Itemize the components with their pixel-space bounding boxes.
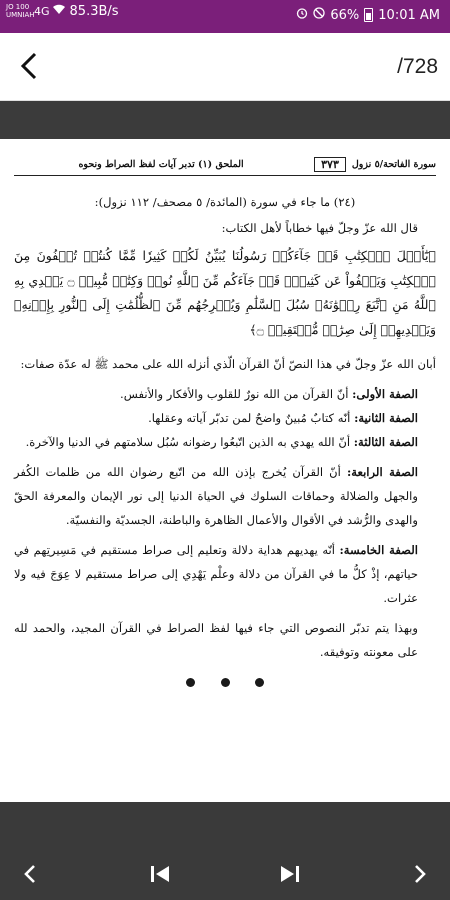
battery-percent: 66% (330, 7, 360, 23)
running-header-title: الملحق (١) تدبر آيات لفظ الصراط ونحوه (78, 159, 244, 170)
page-counter: /728 (397, 55, 438, 78)
status-bar (0, 0, 450, 33)
ornament-dot (255, 678, 264, 687)
skip-previous-icon (149, 864, 171, 884)
sifa-label: الصفة الأولى: (352, 387, 418, 401)
battery-icon (364, 8, 373, 22)
sifa-label: الصفة الرابعة: (346, 465, 418, 479)
next-page-button[interactable] (402, 856, 438, 892)
ornament-dots (14, 672, 436, 691)
status-right (291, 7, 440, 23)
chevron-right-icon (413, 864, 427, 884)
sifa-label: الصفة الثالثة: (353, 435, 418, 449)
toolbar-band (0, 101, 450, 139)
sifa-text: أنّه يهديهم هداية دلالة وتعليم إلى صراط مستقيم في مَسِيرتِهم في حياتهم، إذْ كلُّ ما في القرآن من دلالة وعلْم يَهْدِي إلى صراط مستقيم لا عِوَجَ فيه ولا عثرات. (14, 543, 418, 605)
sifa-1 (14, 382, 436, 406)
quran-verse: ﴿يَٰٓأَهۡلَ ٱلۡكِتَٰبِ قَدۡ جَآءَكُمۡ رَسُولُنَا يُبَيِّنُ لَكُمۡ كَثِيرٗا مِّمَّا كُنتُمۡ تُخۡفُونَ مِنَ ٱلۡكِتَٰبِ وَيَعۡفُواْ عَن كَثِيرٖۚ قَدۡ جَآءَكُم مِّنَ ٱللَّهِ نُورٞ وَكِتَٰبٞ مُّبِينٞ ۝ يَهۡدِي بِهِ ٱللَّهُ مَنِ ٱتَّبَعَ رِضۡوَٰنَهُۥ سُبُلَ ٱلسَّلَٰمِ وَيُخۡرِجُهُم مِّنَ ٱلظُّلُمَٰتِ إِلَى ٱلنُّورِ بِإِذۡنِهِۦ وَيَهۡدِيهِمۡ إِلَىٰ صِرَٰطٖ مُّسۡتَقِيمٖ ۝﴾ (14, 248, 436, 337)
chevron-left-icon (19, 52, 39, 80)
page-number: ٣٧٣ (314, 157, 346, 172)
ornament-dot (186, 678, 195, 687)
running-header-surah: سورة الفاتحة/٥ نزول (351, 159, 436, 170)
chevron-left-icon (23, 864, 37, 884)
status-left (6, 3, 119, 19)
sifa-4 (14, 460, 436, 532)
explanation-text: أبان الله عزّ وجلّ في هذا النصّ أنّ القرآن الّذي أنزله الله على محمد ﷺ له عدّة صفات: (20, 357, 436, 371)
first-page-button[interactable] (142, 856, 178, 892)
dnd-icon (313, 7, 325, 23)
last-page-button[interactable] (272, 856, 308, 892)
running-header (14, 157, 436, 176)
sifa-2 (14, 406, 436, 430)
book-page (0, 139, 450, 802)
alarm-icon (296, 7, 308, 23)
bottom-nav-bar (0, 802, 450, 900)
sifa-label: الصفة الثانية: (354, 411, 418, 425)
net-speed: 85.3B/s (69, 3, 119, 19)
sifa-label: الصفة الخامسة: (339, 543, 418, 557)
sifa-text: أنّه كتابٌ مُبينٌ واضحٌ لمن تدبّر آياته وعقلها. (148, 411, 351, 425)
section-heading: (٢٤) ما جاء في سورة (المائدة/ ٥ مصحف/ ١١٢ نزول): (94, 195, 356, 209)
wifi-icon (52, 4, 66, 18)
sifa-text: أنّ القرآن يُخرج بإذن الله من اتّبع رضوان الله من ظلمات الكُفر والجهل والضلالة وحماقات السلوك في الحياة الدنيا إلى نور الإيمان والمعرفة الحقّ والهدى والرُّشد في الأقوال والأعمال الظاهرة والباطنة، الجسديّة والنفسيّة. (14, 465, 418, 527)
closing-text: وبهذا يتم تدبّر النصوص التي جاء فيها لفظ الصراط في القرآن المجيد، والحمد لله على معونته وتوفيقه. (14, 621, 418, 659)
sifa-text: أنّ الله يهدي به الذين اتّبعُوا رضوانه سُبُل سلامتهم في الدنيا والآخرة. (25, 435, 351, 449)
ornament-dot (221, 678, 230, 687)
intro-text: قال الله عزّ وجلّ فيها خطاباً لأهل الكتاب: (221, 221, 418, 235)
skip-next-icon (279, 864, 301, 884)
sifa-3 (14, 430, 436, 454)
back-button[interactable] (14, 51, 44, 81)
clock: 10:01 AM (378, 7, 440, 23)
signal-label: 4G (34, 4, 50, 18)
sifa-5 (14, 538, 436, 610)
prev-page-button[interactable] (12, 856, 48, 892)
app-bar (0, 33, 450, 101)
carrier-label: JO 100 UMNIAH (6, 3, 35, 19)
sifa-text: أنّ القرآن من الله نورٌ للقلوب والأفكار والأنفس. (120, 387, 349, 401)
